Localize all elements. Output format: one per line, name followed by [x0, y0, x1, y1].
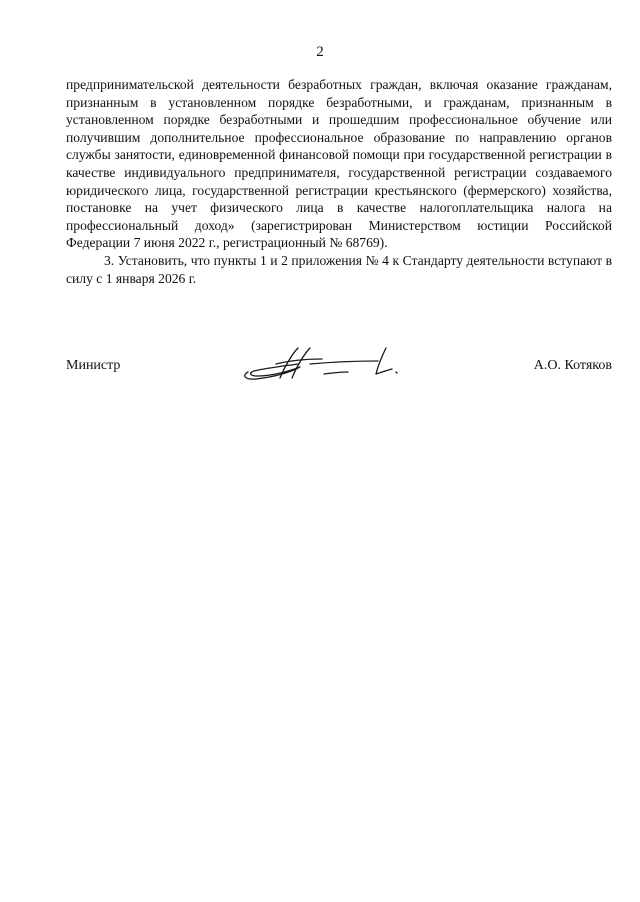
signatory-name: А.О. Котяков: [533, 358, 612, 373]
paragraph-item-3: 3. Установить, что пункты 1 и 2 приложения № 4 к Стандарту деятельности вступают в силу с 1 января 2026 г.: [66, 252, 612, 286]
signatory-position: Министр: [66, 358, 121, 373]
document-body: [66, 76, 612, 287]
paragraph-continuation: предпринимательской деятельности безработных граждан, включая оказание гражданам, признанным в установленном порядке безработными, и гражданам, признанным в установленном порядке безработными и прошедшим профессиональное обучение или получившим дополнительное профессиональное образование по направлению органов службы занятости, единовременной финансовой помощи при государственной регистрации в качестве индивидуального предпринимателя, государственной регистрации создаваемого юридического лица, государственной регистрации крестьянского (фермерского) хозяйства, постановке на учет физического лица в качестве налогоплательщика налога на профессиональный доход» (зарегистрирован Министерством юстиции Российской Федерации 7 июня 2022 г., регистрационный № 68769).: [66, 77, 612, 251]
signature-block: [66, 352, 612, 392]
handwritten-signature: [240, 342, 410, 386]
page-number: 2: [316, 44, 324, 60]
